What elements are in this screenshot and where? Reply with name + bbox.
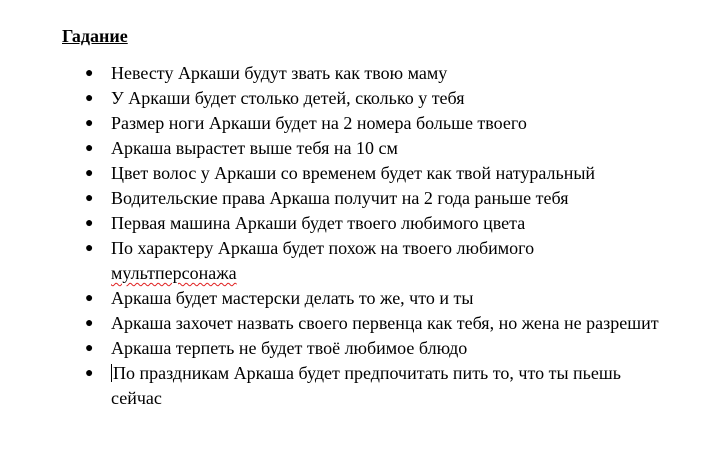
list-item bbox=[0, 336, 701, 361]
bullet-icon: ● bbox=[85, 366, 94, 381]
list-item bbox=[0, 286, 701, 311]
list-item-text[interactable]: Аркаша вырастет выше тебя на 10 см bbox=[111, 138, 398, 158]
spellcheck-flagged-word[interactable]: мультперсонажа bbox=[111, 263, 237, 283]
list-item-text[interactable]: Водительские права Аркаша получит на 2 года раньше тебя bbox=[111, 188, 569, 208]
list-item bbox=[0, 61, 701, 86]
bullet-icon: ● bbox=[85, 341, 94, 356]
list-item-text[interactable]: Аркаша будет мастерски делать то же, что и ты bbox=[111, 288, 474, 308]
list-item bbox=[0, 236, 701, 286]
bullet-icon: ● bbox=[85, 291, 94, 306]
list-item bbox=[0, 111, 701, 136]
list-item-text[interactable]: По праздникам Аркаша будет предпочитать пить то, что ты пьешь bbox=[113, 363, 621, 383]
bullet-icon: ● bbox=[85, 116, 94, 131]
list-item-text[interactable]: Первая машина Аркаши будет твоего любимого цвета bbox=[111, 213, 526, 233]
bullet-icon: ● bbox=[85, 316, 94, 331]
list-item bbox=[0, 311, 701, 336]
list-item-text[interactable]: Размер ноги Аркаши будет на 2 номера больше твоего bbox=[111, 113, 527, 133]
list-item bbox=[0, 161, 701, 186]
bullet-list bbox=[0, 61, 718, 411]
bullet-icon: ● bbox=[85, 191, 94, 206]
list-item bbox=[0, 86, 701, 111]
bullet-icon: ● bbox=[85, 166, 94, 181]
text-cursor bbox=[111, 364, 112, 382]
list-item bbox=[0, 361, 701, 411]
document-title: Гадание bbox=[62, 26, 128, 46]
bullet-icon: ● bbox=[85, 91, 94, 106]
bullet-icon: ● bbox=[85, 241, 94, 256]
list-item-text[interactable]: Аркаша терпеть не будет твоё любимое блюдо bbox=[111, 338, 468, 358]
bullet-icon: ● bbox=[85, 141, 94, 156]
list-item-text[interactable]: Цвет волос у Аркаши со временем будет как твой натуральный bbox=[111, 163, 596, 183]
list-item-text[interactable]: У Аркаши будет столько детей, сколько у тебя bbox=[111, 88, 465, 108]
bullet-icon: ● bbox=[85, 66, 94, 81]
list-item-text[interactable]: Аркаша захочет назвать своего первенца как тебя, но жена не разрешит bbox=[111, 313, 659, 333]
list-item bbox=[0, 186, 701, 211]
list-item-text[interactable]: По характеру Аркаша будет похож на твоего любимого bbox=[111, 238, 535, 258]
list-item bbox=[0, 136, 701, 161]
list-item-text[interactable]: Невесту Аркаши будут звать как твою маму bbox=[111, 63, 448, 83]
list-item-text-continued[interactable]: сейчас bbox=[111, 388, 162, 408]
bullet-icon: ● bbox=[85, 216, 94, 231]
list-item bbox=[0, 211, 701, 236]
